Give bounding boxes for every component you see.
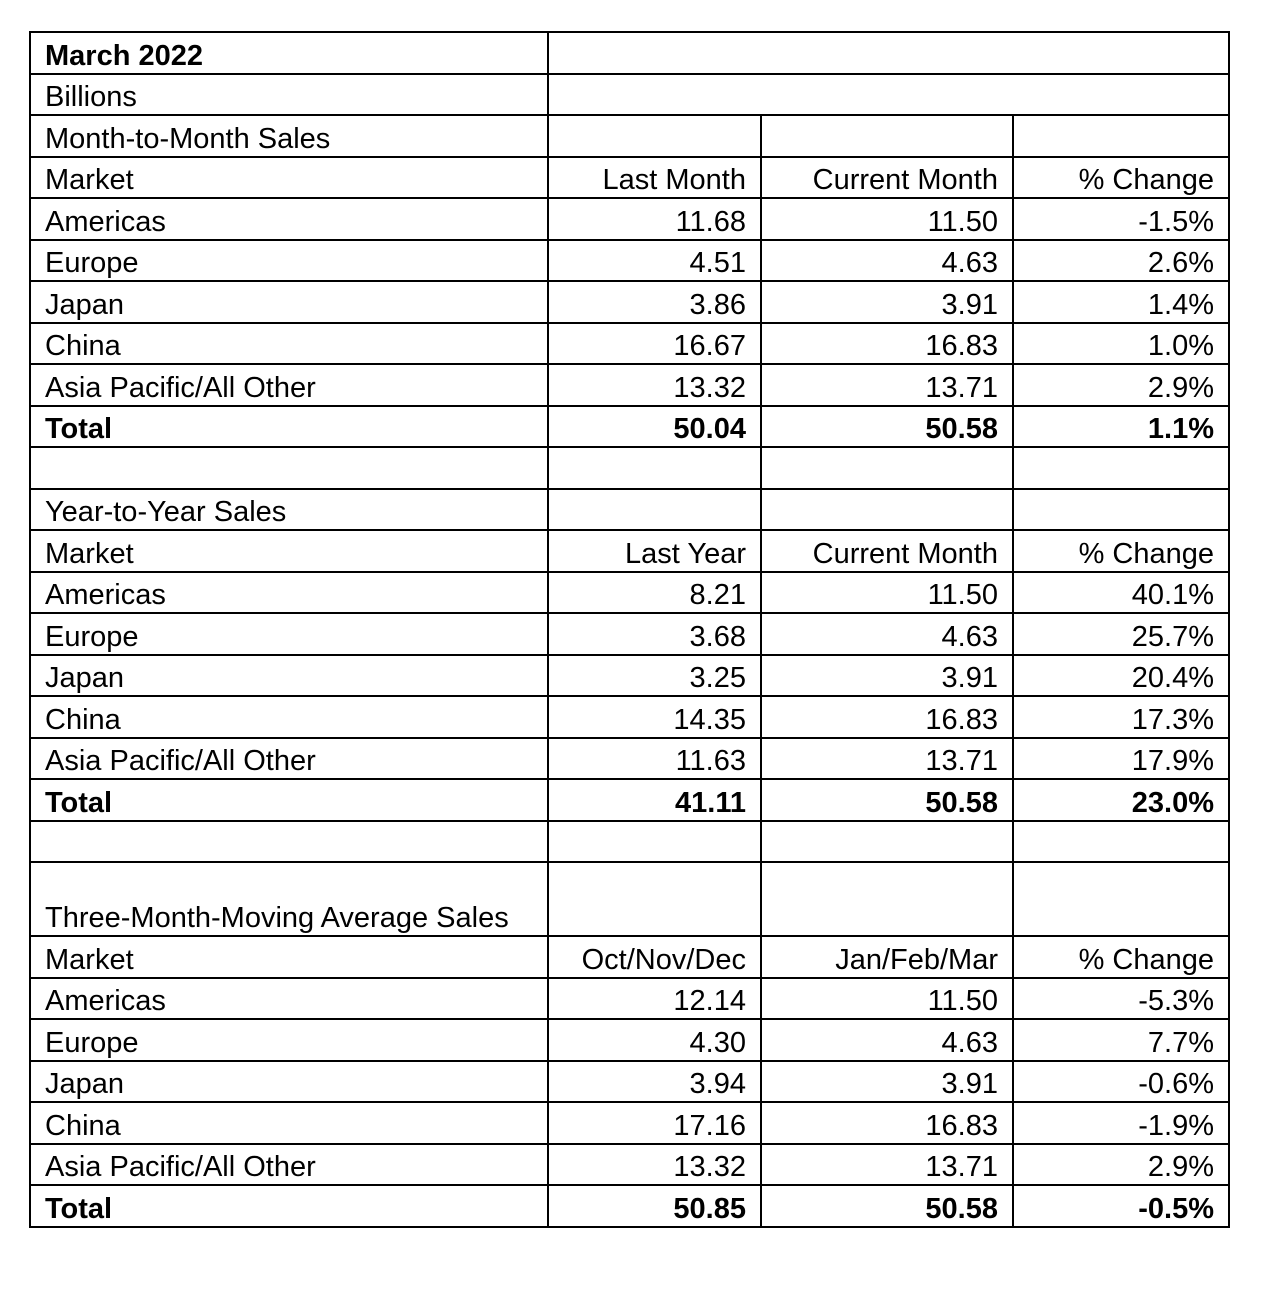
empty-cell	[761, 862, 1013, 936]
total-label: Total	[30, 1185, 548, 1227]
market-cell: Asia Pacific/All Other	[30, 1144, 548, 1186]
total-value: 41.11	[548, 779, 761, 821]
column-header: % Change	[1013, 530, 1229, 572]
empty-cell	[548, 862, 761, 936]
column-header: Last Year	[548, 530, 761, 572]
table-row	[30, 613, 1229, 655]
empty-cell	[1013, 821, 1229, 863]
empty-cell	[548, 489, 761, 531]
total-change: 1.1%	[1013, 406, 1229, 448]
total-value: 50.58	[761, 406, 1013, 448]
value-cell: 3.68	[548, 613, 761, 655]
market-cell: Asia Pacific/All Other	[30, 738, 548, 780]
table-row	[30, 978, 1229, 1020]
change-cell: 40.1%	[1013, 572, 1229, 614]
table-row	[30, 198, 1229, 240]
value-cell: 11.50	[761, 572, 1013, 614]
value-cell: 12.14	[548, 978, 761, 1020]
spacer-row	[30, 821, 1229, 863]
section-heading-row	[30, 115, 1229, 157]
total-value: 50.04	[548, 406, 761, 448]
value-cell: 17.16	[548, 1102, 761, 1144]
total-change: 23.0%	[1013, 779, 1229, 821]
market-cell: Asia Pacific/All Other	[30, 364, 548, 406]
section-heading-row	[30, 862, 1229, 936]
value-cell: 3.91	[761, 281, 1013, 323]
value-cell: 13.32	[548, 1144, 761, 1186]
value-cell: 3.91	[761, 1061, 1013, 1103]
market-cell: Europe	[30, 613, 548, 655]
column-header: Market	[30, 936, 548, 978]
value-cell: 14.35	[548, 696, 761, 738]
empty-cell	[548, 32, 1229, 74]
value-cell: 3.25	[548, 655, 761, 697]
section-heading-row	[30, 489, 1229, 531]
table-title: March 2022	[30, 32, 548, 74]
change-cell: -5.3%	[1013, 978, 1229, 1020]
table-row	[30, 281, 1229, 323]
market-cell: Americas	[30, 198, 548, 240]
value-cell: 11.50	[761, 198, 1013, 240]
unit-label: Billions	[30, 74, 548, 116]
total-value: 50.58	[761, 779, 1013, 821]
change-cell: 2.6%	[1013, 240, 1229, 282]
table-row	[30, 1144, 1229, 1186]
empty-cell	[548, 821, 761, 863]
column-header: % Change	[1013, 157, 1229, 199]
title-row	[30, 32, 1229, 74]
market-cell: Japan	[30, 281, 548, 323]
change-cell: 20.4%	[1013, 655, 1229, 697]
value-cell: 8.21	[548, 572, 761, 614]
empty-cell	[548, 447, 761, 489]
change-cell: 2.9%	[1013, 364, 1229, 406]
value-cell: 16.83	[761, 323, 1013, 365]
total-change: -0.5%	[1013, 1185, 1229, 1227]
empty-cell	[30, 447, 548, 489]
market-cell: Europe	[30, 1019, 548, 1061]
value-cell: 4.30	[548, 1019, 761, 1061]
total-label: Total	[30, 406, 548, 448]
total-row	[30, 1185, 1229, 1227]
total-value: 50.58	[761, 1185, 1013, 1227]
change-cell: 25.7%	[1013, 613, 1229, 655]
value-cell: 11.63	[548, 738, 761, 780]
change-cell: 17.3%	[1013, 696, 1229, 738]
market-cell: Japan	[30, 655, 548, 697]
column-header: Oct/Nov/Dec	[548, 936, 761, 978]
table-row	[30, 1102, 1229, 1144]
table-row	[30, 323, 1229, 365]
value-cell: 13.71	[761, 1144, 1013, 1186]
market-cell: China	[30, 323, 548, 365]
change-cell: -1.9%	[1013, 1102, 1229, 1144]
empty-cell	[548, 74, 1229, 116]
table-row	[30, 364, 1229, 406]
market-cell: Americas	[30, 978, 548, 1020]
market-cell: Europe	[30, 240, 548, 282]
column-header: Current Month	[761, 530, 1013, 572]
spacer-row	[30, 447, 1229, 489]
value-cell: 16.83	[761, 1102, 1013, 1144]
total-value: 50.85	[548, 1185, 761, 1227]
sales-table	[29, 31, 1230, 1228]
empty-cell	[761, 821, 1013, 863]
change-cell: 1.0%	[1013, 323, 1229, 365]
change-cell: 2.9%	[1013, 1144, 1229, 1186]
value-cell: 13.71	[761, 738, 1013, 780]
section-heading: Month-to-Month Sales	[30, 115, 548, 157]
column-header: Market	[30, 157, 548, 199]
total-row	[30, 779, 1229, 821]
empty-cell	[1013, 862, 1229, 936]
value-cell: 13.32	[548, 364, 761, 406]
column-header: Current Month	[761, 157, 1013, 199]
empty-cell	[1013, 115, 1229, 157]
value-cell: 4.63	[761, 240, 1013, 282]
total-label: Total	[30, 779, 548, 821]
change-cell: 17.9%	[1013, 738, 1229, 780]
table-row	[30, 738, 1229, 780]
value-cell: 4.63	[761, 1019, 1013, 1061]
table-row	[30, 572, 1229, 614]
empty-cell	[761, 447, 1013, 489]
empty-cell	[1013, 447, 1229, 489]
column-header: Jan/Feb/Mar	[761, 936, 1013, 978]
value-cell: 11.50	[761, 978, 1013, 1020]
market-cell: China	[30, 1102, 548, 1144]
table-row	[30, 1019, 1229, 1061]
table-row	[30, 1061, 1229, 1103]
empty-cell	[30, 821, 548, 863]
empty-cell	[761, 489, 1013, 531]
value-cell: 16.83	[761, 696, 1013, 738]
value-cell: 16.67	[548, 323, 761, 365]
value-cell: 13.71	[761, 364, 1013, 406]
section-heading: Three-Month-Moving Average Sales	[30, 862, 548, 936]
value-cell: 3.91	[761, 655, 1013, 697]
column-header-row	[30, 157, 1229, 199]
column-header: Market	[30, 530, 548, 572]
change-cell: -0.6%	[1013, 1061, 1229, 1103]
change-cell: 7.7%	[1013, 1019, 1229, 1061]
empty-cell	[548, 115, 761, 157]
market-cell: Japan	[30, 1061, 548, 1103]
column-header-row	[30, 530, 1229, 572]
total-row	[30, 406, 1229, 448]
change-cell: 1.4%	[1013, 281, 1229, 323]
value-cell: 4.63	[761, 613, 1013, 655]
column-header: % Change	[1013, 936, 1229, 978]
value-cell: 4.51	[548, 240, 761, 282]
column-header-row	[30, 936, 1229, 978]
table-row	[30, 240, 1229, 282]
unit-row	[30, 74, 1229, 116]
market-cell: China	[30, 696, 548, 738]
table-row	[30, 655, 1229, 697]
column-header: Last Month	[548, 157, 761, 199]
value-cell: 3.94	[548, 1061, 761, 1103]
value-cell: 11.68	[548, 198, 761, 240]
empty-cell	[761, 115, 1013, 157]
value-cell: 3.86	[548, 281, 761, 323]
market-cell: Americas	[30, 572, 548, 614]
section-heading: Year-to-Year Sales	[30, 489, 548, 531]
change-cell: -1.5%	[1013, 198, 1229, 240]
empty-cell	[1013, 489, 1229, 531]
table-row	[30, 696, 1229, 738]
